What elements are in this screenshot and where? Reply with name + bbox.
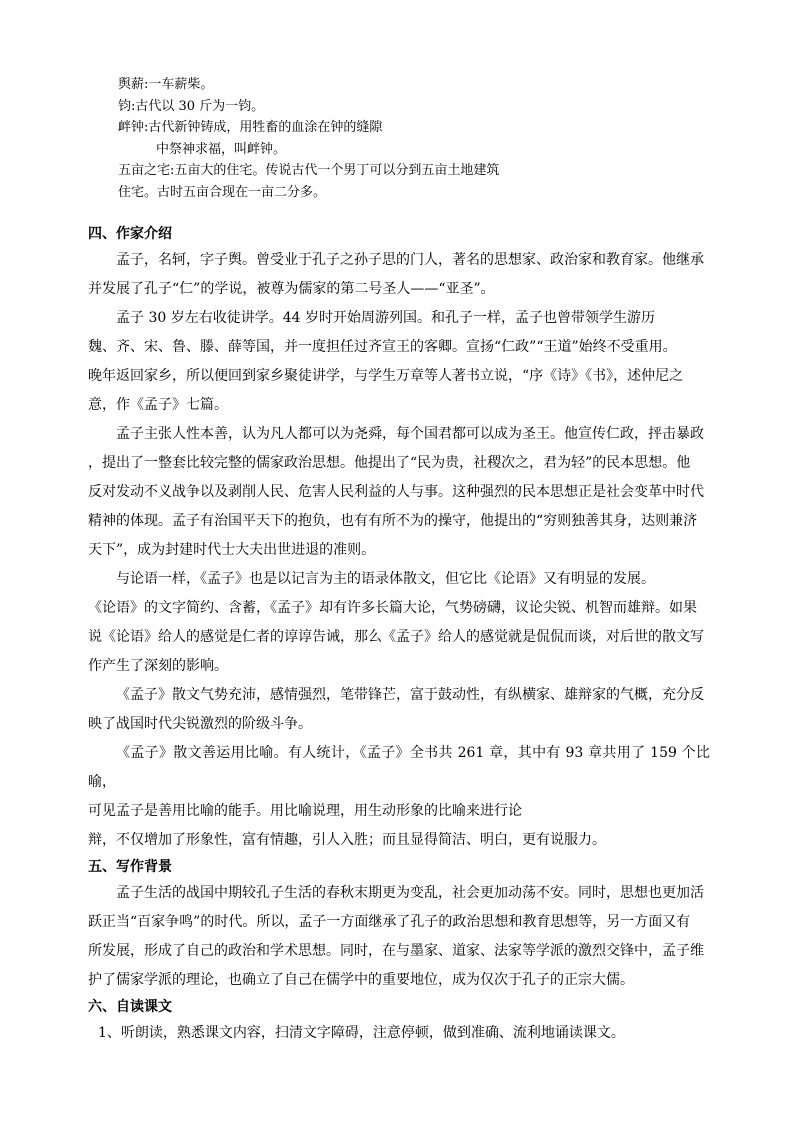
paragraph: [88, 681, 710, 739]
paragraph: [88, 246, 710, 304]
text-line: 《孟子》散文善运用比喻。有人统计，《孟子》全书共 261 章，其中有 93 章共用了 159 个比喻，: [88, 745, 710, 790]
text-line: ，提出了一整套比较完整的儒家政治思想。他提出了“民为贵，社稷次之，君为轻”的民本思想。他: [88, 455, 691, 471]
gloss-line: 钧:古代以 30 斤为一钧。: [118, 98, 265, 114]
gloss-line: 中祭神求福，叫衅钟。: [156, 141, 287, 157]
text-line: 反对发动不义战争以及剥削人民、危害人民利益的人与事。这种强烈的民本思想正是社会变革中时代: [88, 484, 704, 500]
text-line: 孟子，名轲，字子舆。曾受业于孔子之孙子思的门人，著名的思想家、政治家和教育家。他继承: [116, 252, 704, 268]
paragraph: [88, 565, 710, 681]
text-line: 说《论语》给人的感觉是仁者的谆谆告诫，那么《孟子》给人的感觉就是侃侃而谈，对后世的散文写: [88, 629, 704, 645]
paragraph: [88, 739, 710, 855]
gloss-line: 五亩之宅:五亩大的住宅。传说古代一个男丁可以分到五亩土地建筑: [118, 163, 500, 178]
main-content: [88, 224, 710, 1047]
text-line: 辩，不仅增加了形象性，富有情趣，引人入胜；而且显得简洁、明白，更有说服力。: [88, 832, 606, 848]
paragraph: [88, 304, 710, 420]
text-line: 与论语一样，《孟子》也是以记言为主的语录体散文，但它比《论语》又有明显的发展。: [116, 571, 655, 587]
gloss-line: 住宅。古时五亩合现在一亩二分多。: [118, 184, 327, 200]
glossary-notes: [118, 74, 678, 203]
section-heading-background: 五、写作背景: [88, 859, 172, 875]
text-line: 晚年返回家乡，所以便回到家乡聚徒讲学，与学生万章等人著书立说，“序《诗》《书》，述仲尼之: [88, 368, 684, 384]
text-line: 并发展了孔子“仁”的学说，被尊为儒家的第二号圣人——“亚圣”。: [88, 281, 495, 297]
section-heading-author: 四、作家介绍: [88, 226, 172, 242]
text-line: 孟子主张人性本善，认为凡人都可以为尧舜，每个国君都可以成为圣王。他宣传仁政，抨击暴政: [116, 426, 704, 442]
text-line: 《孟子》散文气势充沛，感情强烈，笔带锋芒，富于鼓动性，有纵横家、雄辩家的气概，充分反: [116, 687, 704, 703]
gloss-line: 衅钟:古代新钟铸成，用牲畜的血涂在钟的缝隙: [118, 120, 383, 135]
list-item: 1、听朗读，熟悉课文内容，扫清文字障碍，注意停顿，做到准确、流利地诵读课文。: [98, 1025, 625, 1041]
text-line: 意，作《孟子》七篇。: [88, 397, 228, 413]
text-line: 可见孟子是善用比喻的能手。用比喻说理，用生动形象的比喻来进行论: [88, 803, 522, 819]
text-line: 跃正当“百家争鸣”的时代。所以，孟子一方面继承了孔子的政治思想和教育思想等，另一方面又有: [88, 914, 691, 930]
gloss-line: 舆薪:一车薪柴。: [118, 77, 214, 92]
paragraph: [88, 879, 710, 995]
text-line: 天下”，成为封建时代士大夫出世进退的准则。: [88, 542, 376, 558]
text-line: 《论语》的文字简约、含蓄，《孟子》却有许多长篇大论，气势磅礴，议论尖锐、机智而雄辩。如果: [88, 600, 697, 616]
text-line: 精神的体现。孟子有治国平天下的抱负，也有有所不为的操守，他提出的“穷则独善其身，达则兼济: [88, 513, 698, 529]
text-line: 所发展，形成了自己的政治和学术思想。同时，在与墨家、道家、法家等学派的激烈交锋中，孟子维: [88, 943, 704, 959]
text-line: 映了战国时代尖锐激烈的阶级斗争。: [88, 716, 312, 732]
text-line: 魏、齐、宋、鲁、滕、薛等国，并一度担任过齐宣王的客卿。宣扬“仁政”“王道”始终不受重用。: [88, 339, 677, 355]
text-line: 孟子 30 岁左右收徒讲学。44 岁时开始周游列国。和孔子一样，孟子也曾带领学生游历: [116, 310, 655, 326]
section-heading-self-reading: 六、自读课文: [88, 999, 172, 1015]
text-line: 护了儒家学派的理论，也确立了自己在儒学中的重要地位，成为仅次于孔子的正宗大儒。: [88, 972, 634, 988]
paragraph: [88, 420, 710, 565]
text-line: 作产生了深刻的影响。: [88, 658, 228, 674]
text-line: 孟子生活的战国中期较孔子生活的春秋末期更为变乱，社会更加动荡不安。同时，思想也更加活: [116, 885, 704, 901]
